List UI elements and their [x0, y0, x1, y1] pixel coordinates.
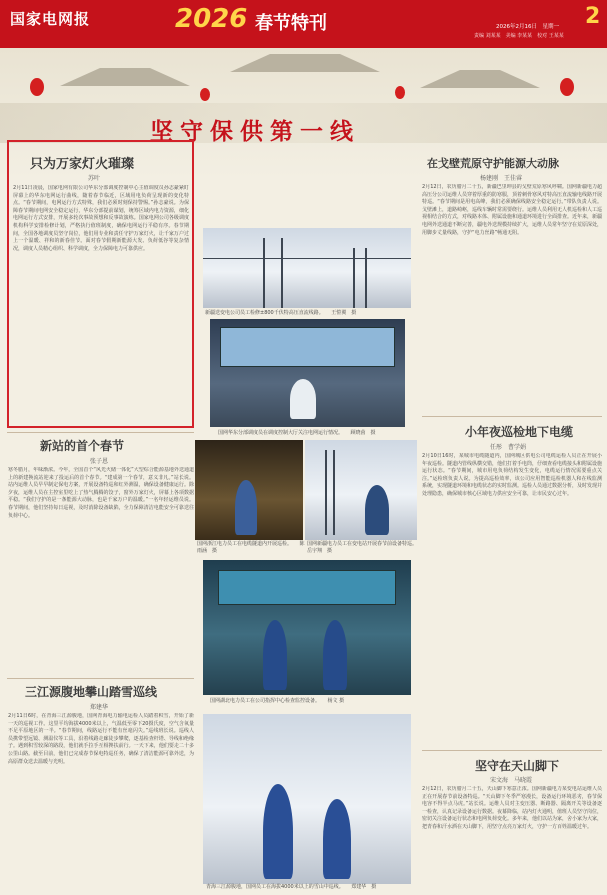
- person-figure: [323, 799, 351, 879]
- photo-control-room: [210, 319, 405, 427]
- photo-caption: 青海三江源腹地，国网员工在海拔4000米以上的雪山中巡线。 郑建华 摄: [206, 884, 377, 890]
- photo-caption: 国网华东分部调度员在调度控制大厅关注电网运行情况。 顾晓茵 摄: [218, 430, 376, 436]
- photo-snow-mountain-patrol: [203, 714, 411, 884]
- roof-shape: [60, 68, 190, 86]
- editor-credits: 责编 刘某某 美编 李某某 校对 王某某: [474, 33, 564, 39]
- article-byline: 宋文海 马晓霞: [490, 777, 533, 784]
- article-body: 2月11日6时，在青海三江源腹地，国网青海电力输电运检人员踏着积雪，开始了新一天的巡视工作。这里平均海拔4000米以上，气温低至零下20摄氏度，空气含氧量不足平原地区的一半。“春节期间，线路运行不能有丝毫闪失。”巡线班长说。巡线人员携带望远镜、测温仪等工具，沿着线路走廊徒步攀爬，逐基检查杆塔、导线和绝缘子。遇到积雪较深的路段，他们就手拉手互相搀扶前行。一天下来，他们要走二十多公里山路。截至目前，他们已完成春节保电特巡任务，确保了清洁能源可靠外送，为高原群众送去温暖与光明。: [8, 713, 194, 765]
- special-year: 2026: [175, 4, 248, 34]
- tower-shape: [263, 238, 283, 308]
- lantern-icon: [560, 78, 574, 96]
- page-number: 2: [585, 4, 601, 29]
- issue-date: 2026年2月16日 星期一: [496, 24, 559, 30]
- article-title: 坚守在天山脚下: [475, 759, 560, 773]
- photo-command-center: [203, 560, 411, 695]
- lantern-icon: [30, 78, 44, 96]
- banner-title: 坚守保供第一线: [150, 118, 360, 145]
- article-title: 只为万家灯火璀璨: [30, 157, 135, 172]
- newspaper-logo: 国家电网报: [10, 10, 91, 28]
- photo-transmission-line: [203, 228, 411, 308]
- lantern-icon: [395, 86, 405, 99]
- article-title: 在戈壁荒原守护能源大动脉: [427, 157, 559, 170]
- divider: [422, 750, 602, 751]
- video-wall: [218, 570, 396, 605]
- tower-shape: [353, 248, 367, 308]
- photo-cable-tunnel: [195, 440, 303, 540]
- photo-substation: [305, 440, 417, 540]
- video-wall: [220, 327, 395, 367]
- article-title: 新站的首个春节: [40, 439, 125, 453]
- photo-caption: 新疆送变电公司员工检修±800千伏特高压直流线路。 王愷翼 摄: [205, 310, 357, 316]
- power-line: [203, 258, 411, 259]
- article-body: 2月11日凌晨，国家电网有限公司华东分部调度控制中心主值调度员孙志豪紧盯屏幕上的华东电网运行曲线，随着春节临近，区域用电负荷呈现新的变化特点。“春节期间，电网运行方式特殊，我们必须时刻保持警惕。”孙志豪说。为保障春节期间电网安全稳定运行，华东分部提前谋划，统筹区域内电力资源，细化电网运行方式安排，开展多轮次事故预想和反事故演练。国家电网公司各级调度机构科学安排检修计划，严格执行值班制度，确保电网运行平稳有序。春节期间，全国各地调度员坚守岗位，他们用专业和责任守护万家灯火，让千家万户过上一个温暖、祥和的新春佳节。面对春节假期新能源大发、负荷低谷等复杂情况，调度人员精心组织、科学调度，全力保障电力可靠供应。: [13, 185, 189, 252]
- article-byline: 杨建刚 王佳睿: [480, 175, 523, 182]
- article-body: 2月12日，农历腊月二十五，天山脚下寒意正浓。国网新疆电力某变电站运维人员正在开展春节前设备特巡。“天山脚下冬季严寒漫长，设备运行环境恶劣，春节保电容不得半点马虎。”站长说。运维人员对主变压器、断路器、隔离开关等设备逐一检查，认真记录设备运行数据。夜幕降临，站内灯火通明，值班人员坚守岗位，密切关注设备运行状态和电网负荷变化。多年来，他们以站为家，舍小家为大家，把青春和汗水洒在天山脚下，用坚守点亮万家灯火，守护一方百姓温暖过年。: [422, 786, 602, 830]
- roof-shape: [230, 54, 380, 72]
- tower-shape: [325, 450, 335, 535]
- lantern-icon: [200, 88, 210, 101]
- article-body: 2月10日16时，某城市电缆隧道内，国网城区供电公司电缆运检人员正在开展小年夜巡检。隧道内管线纵横交错，他们打着手电筒，仔细查看电缆接头和附属设施运行状态。“春节期间，城市用电负荷结构发生变化，电缆运行情况需要重点关注。”运检班负责人说。为提高巡检效率，该公司应用智能巡检机器人和在线监测系统，实现隧道环境和电缆状态的实时监测。巡检人员通过数据分析，及时发现并处理隐患，确保城市核心区域电力供应安全可靠，让市民安心过年。: [422, 453, 602, 497]
- photo-caption: 国网湖北电力员工在公司指挥中心检查监控设备。 杨文 摄: [210, 698, 345, 704]
- article-title: 三江源腹地攀山踏雪巡线: [25, 685, 158, 699]
- divider: [7, 432, 194, 433]
- person-figure: [235, 480, 257, 535]
- person-figure: [323, 620, 347, 690]
- article-byline: 苏叶: [88, 175, 101, 182]
- photo-caption: 国网浙江电力员工在电缆隧道内开展巡检。 陈雨涵 摄: [197, 541, 305, 554]
- article-byline: 任彤 曹学娟: [490, 444, 527, 451]
- photo-caption: 国网新疆电力员工在变电站开展春节前设备特巡。 岳宇翔 摄: [307, 541, 425, 554]
- article-body: 寒冬腊月，年味渐浓。今年，全国首个“风光火储一体化”大型综合能源基地外送通道上的新建换流站迎来了投运后的首个春节。“建成第一个春节，意义非凡。”站长说。站内运维人员早早制定保电方案，开展设备特巡和红外测温，确保设备健康运行。除夕夜，运维人员在主控室里吃上了热气腾腾的饺子，窗外万家灯火，屏幕上各项数据平稳。“我们守护的是一条能源大动脉，也是千家万户的温暖。”一名年轻运维员说。春节期间，他们坚持每日巡视，及时消除设备缺陷，全力保障清洁电能安全可靠送往负荷中心。: [8, 467, 194, 519]
- article-byline: 郑建华: [90, 704, 109, 711]
- person-figure: [290, 379, 316, 419]
- divider: [422, 416, 602, 417]
- divider: [7, 678, 194, 679]
- article-title: 小年夜巡检地下电缆: [465, 425, 574, 439]
- person-figure: [263, 620, 287, 690]
- person-figure: [365, 485, 389, 535]
- article-body: 2月12日，农历腊月二十五，新疆巴里坤县的戈壁荒原寒风呼啸。国网新疆电力超高压分公司运维人员穿着厚重的防寒服，顶着刺骨寒风对特高压直流输电线路开展特巡。“春节期间是用电高峰，我们必须确保线路安全稳定运行。”带队负责人说。戈壁滩上，道路崎岖，巡线车辆时常需要绕行。运维人员利用无人机巡检和人工巡视相结合的方式，对线路本体、附属设施和通道环境进行全面排查。近年来，新疆电网外送通道不断完善，疆电外送规模持续扩大，运维人员常年坚守在荒原深处，用脚步丈量线路，守护“电力丝路”畅通无阻。: [422, 184, 602, 236]
- special-edition-title: 春节特刊: [255, 13, 327, 34]
- person-figure: [263, 784, 293, 879]
- article-byline: 张子恩: [90, 458, 109, 465]
- roof-shape: [420, 70, 540, 88]
